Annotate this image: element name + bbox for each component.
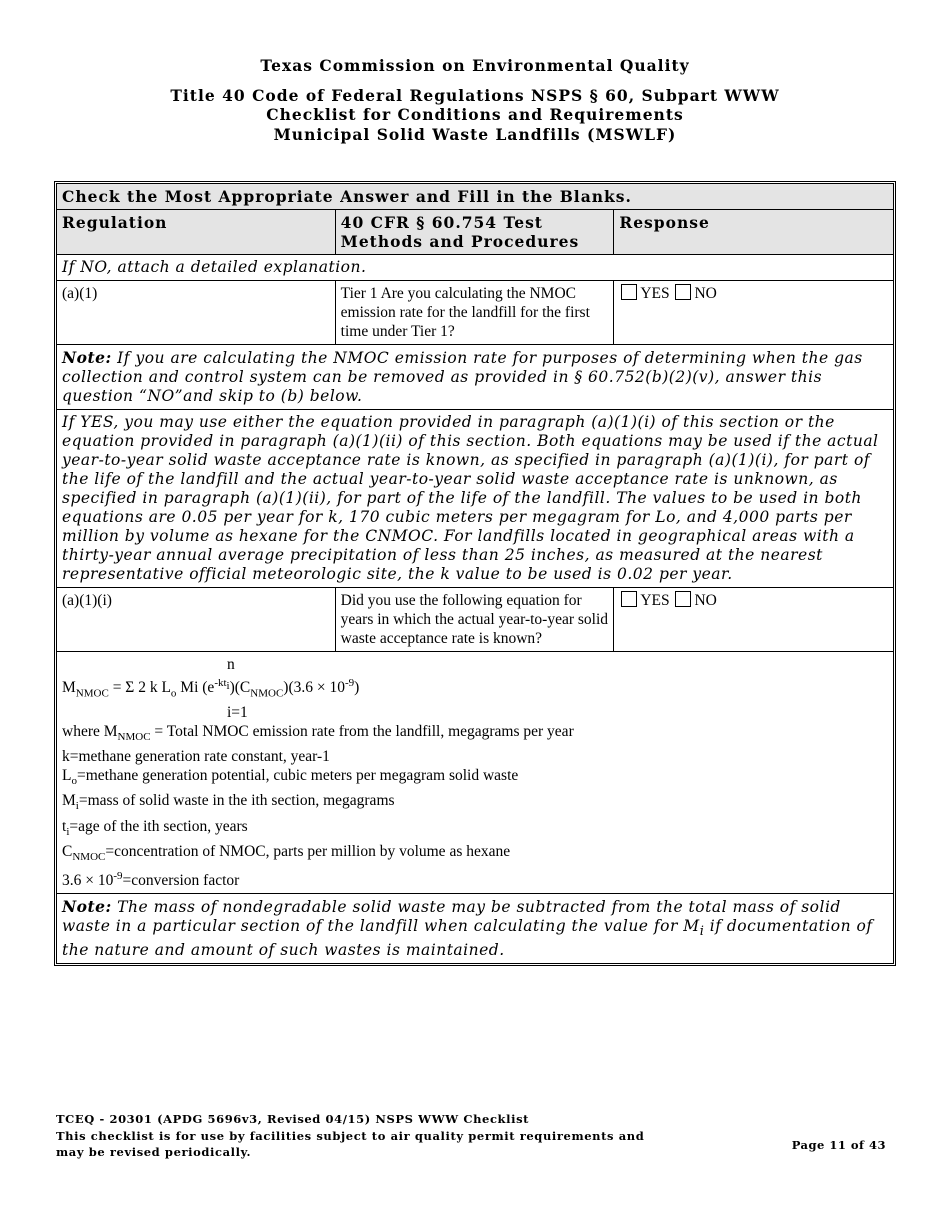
yes-checkbox[interactable] — [621, 284, 637, 300]
regulation-cite: (a)(1)(i) — [57, 588, 336, 652]
regulation-cite: (a)(1) — [57, 281, 336, 345]
equation-row — [57, 652, 893, 894]
footer-notice-2: may be revised periodically. — [56, 1145, 252, 1159]
note-row — [57, 894, 893, 963]
if-yes-text: If YES, you may use either the equation provided in paragraph (a)(1)(i) of this section or the equation provided in paragraph (a)(1)(ii) of this section. Both equations may be used if the actual year-to-year solid waste acceptance rate is known, as specified in paragraph (a)(1)(i), for part of the life of the landfill and the actual year-to-year solid waste acceptance rate is unknown, as specified in paragraph (a)(1)(ii), for part of the life of the landfill. The values to be used in both equations are 0.05 per year for k, 170 cubic meters per megagram for Lo, and 4,000 parts per million by volume as hexane for the CNMOC. For landfills located in geographical areas with a thirty-year annual average precipitation of less than 25 inches, as measured at the nearest representative official meteorologic site, the k value to be used is 0.02 per year. — [57, 410, 893, 588]
lo-definition: $L_o=methane$ generation potential, cubic meters per megagram solid waste — [62, 767, 519, 788]
column-header-response: Response — [614, 210, 893, 255]
question-row-a1i — [57, 588, 893, 652]
form-number: TCEQ - 20301 (APDG 5696v3, Revised 04/15) NSPS WWW Checklist — [56, 1112, 530, 1126]
agency-name: Texas Commission on Environmental Quality — [260, 56, 690, 75]
response-cell — [614, 588, 893, 652]
question-row-a1 — [57, 281, 893, 345]
column-header-row — [57, 210, 893, 255]
no-label: NO — [694, 592, 717, 609]
document-footer — [56, 1111, 644, 1161]
if-yes-row — [57, 410, 893, 588]
instruction-row — [57, 184, 893, 210]
page-number: Page 11 of 43 — [791, 1138, 886, 1152]
ti-definition: $t_i=age$ of the ith section, years — [62, 817, 248, 838]
if-no-row — [57, 255, 893, 281]
note-label: Note: — [62, 896, 112, 916]
conversion-factor-definition: $3.6 \times 10^{-9}=conversion$ factor — [62, 869, 240, 889]
yes-label: YES — [640, 285, 670, 302]
sum-upper-limit: n — [227, 656, 235, 673]
question-text: Tier 1 Are you calculating the NMOC emission rate for the landfill for the first time under Tier 1? — [336, 281, 615, 345]
facility-type-title: Municipal Solid Waste Landfills (MSWLF) — [273, 124, 677, 144]
cnmoc-definition: $C_{NMOC}=concentration$ of NMOC, parts per million by volume as hexane — [62, 842, 511, 863]
footer-notice-1: This checklist is for use by facilities subject to air quality permit requirements and — [56, 1128, 645, 1143]
response-cell — [614, 281, 893, 345]
yes-label: YES — [640, 592, 670, 609]
no-checkbox[interactable] — [675, 591, 691, 607]
note-label: Note: — [62, 348, 112, 367]
nmoc-equation: $M_{NMOC} = \Sigma$ 2 k $L_o$ Mi $(e^{-kt_i})(C_{NMOC})(3.6 \times 10^{-9})$ — [62, 677, 360, 700]
no-label: NO — [694, 285, 717, 302]
equation-block — [57, 652, 893, 894]
note-text — [57, 345, 893, 410]
regulation-title: Title 40 Code of Federal Regulations NSPS § 60, Subpart WWW — [170, 85, 780, 105]
checklist-table — [54, 181, 896, 966]
mi-definition: $M_i=mass$ of solid waste in the ith section, megagrams — [62, 792, 395, 813]
note-body: If you are calculating the NMOC emission rate for purposes of determining when the gas collection and control system can be removed as provided in § 60.752(b)(2)(v), answer this question “NO”and skip to (b) below. — [62, 349, 863, 405]
note-text: Note: The mass of nondegradable solid waste may be subtracted from the total mass of solid waste in a particular section of the landfill when calculating the value for $M_i$ if documentation of the nature and amount of such wastes is maintained. — [62, 896, 873, 959]
column-header-test-methods: 40 CFR § 60.754 Test Methods and Procedures — [336, 210, 615, 255]
if-no-instruction: If NO, attach a detailed explanation. — [57, 255, 893, 281]
checklist-title: Checklist for Conditions and Requirements — [266, 105, 684, 124]
no-checkbox[interactable] — [675, 284, 691, 300]
sum-lower-limit: i=1 — [227, 704, 248, 722]
where-definition: where $M_{NMOC}$ = Total NMOC emission rate from the landfill, megagrams per year — [62, 723, 574, 744]
k-definition: k=methane generation rate constant, year-1 — [62, 748, 330, 766]
document-header — [0, 56, 950, 144]
question-text: Did you use the following equation for years in which the actual year-to-year solid waste acceptance rate is known? — [336, 588, 615, 652]
instruction-text: Check the Most Appropriate Answer and Fill in the Blanks. — [57, 184, 893, 210]
yes-checkbox[interactable] — [621, 591, 637, 607]
note-row — [57, 345, 893, 410]
column-header-regulation: Regulation — [57, 210, 336, 255]
